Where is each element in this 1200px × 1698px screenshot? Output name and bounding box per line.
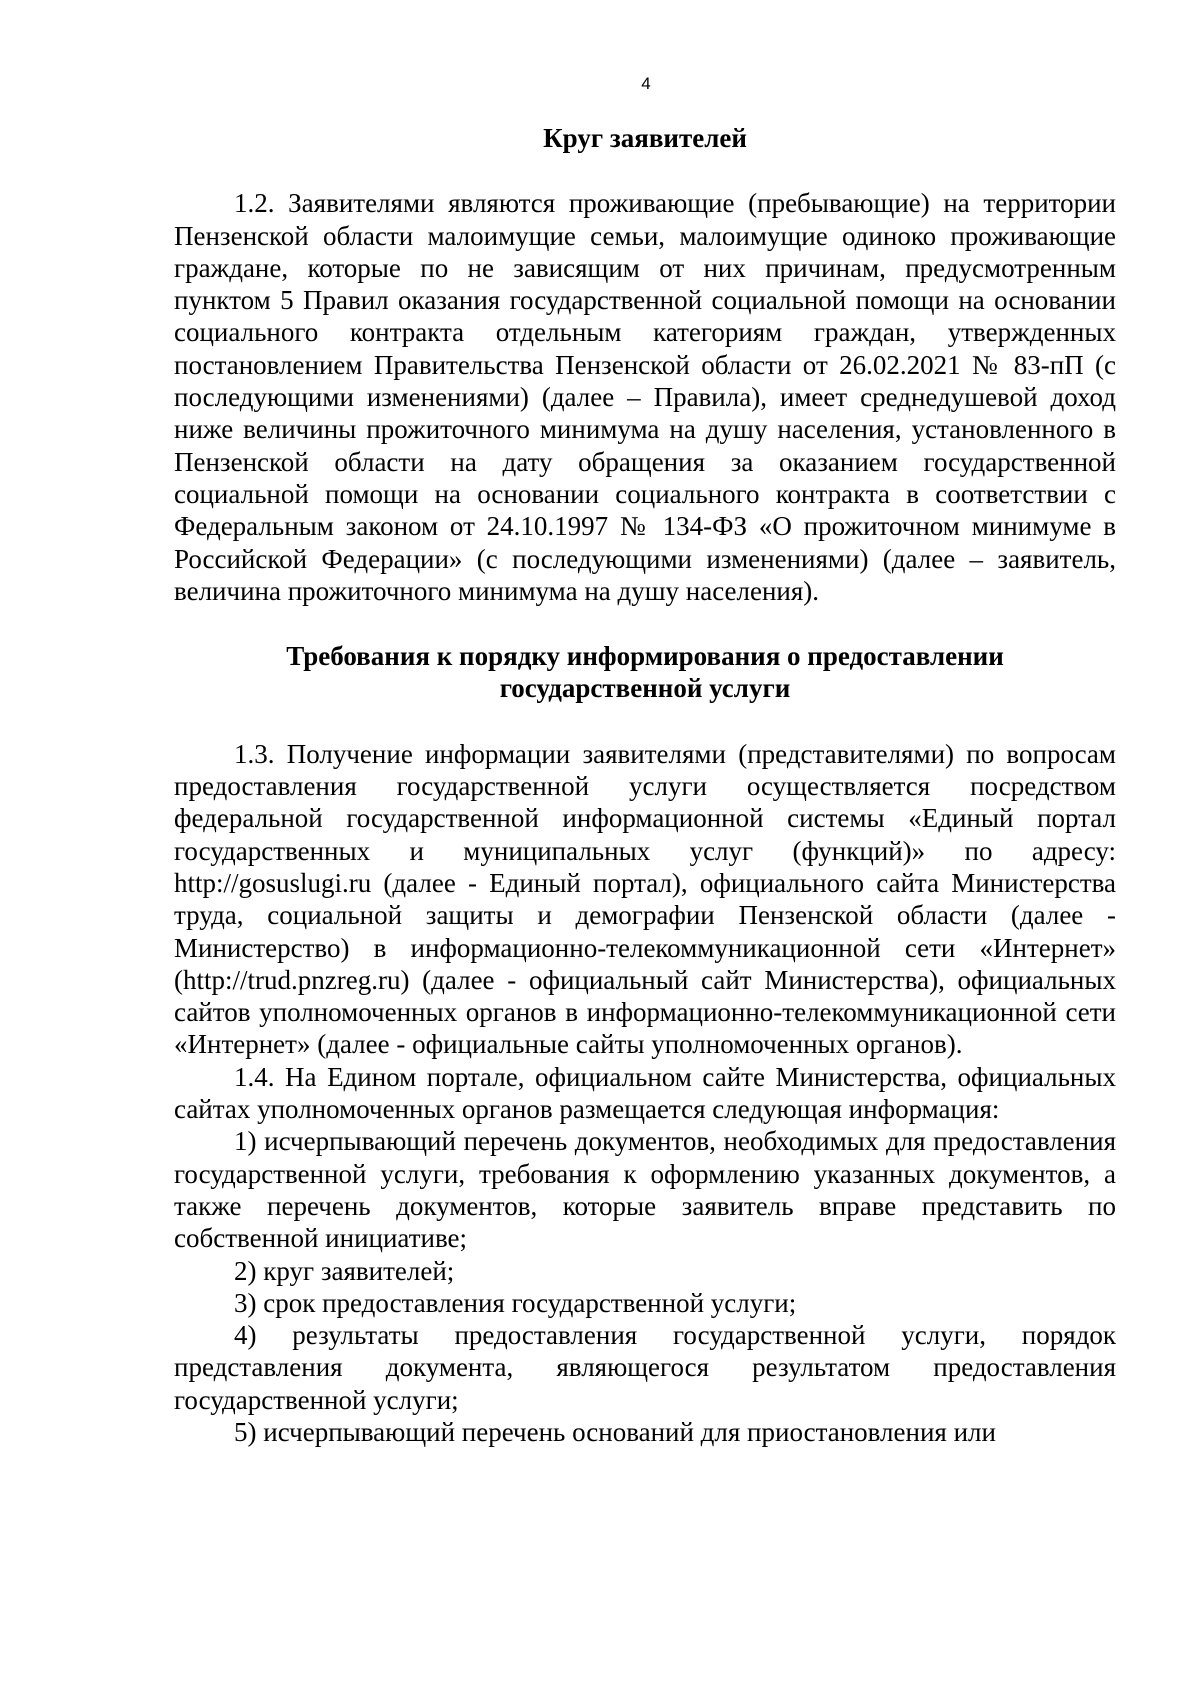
paragraph-1-2: 1.2. Заявителями являются проживающие (пребывающие) на территории Пензенской области малоимущие семьи, малоимущие одиноко проживающие граждане, которые по не зависящим от них причинам, предусмотренным пунктом 5 Правил оказания государственной социальной помощи на основании социального контракта отдельным категориям граждан, утвержденных постановлением Правительства Пензенской области от 26.02.2021 № 83-пП (с последующими изменениями) (далее – Правила), имеет среднедушевой доход ниже величины прожиточного минимума на душу населения, установленного в Пензенской области на дату обращения за оказанием государственной социальной помощи на основании социального контракта в соответствии с Федеральным законом от 24.10.1997 № 134-ФЗ «О прожиточном минимуме в Российской Федерации» (с последующими изменениями) (далее – заявитель, величина прожиточного минимума на душу населения). [174,188,1116,606]
list-item-2: 2) круг заявителей; [234,1255,455,1286]
list-item-4: 4) результаты предоставления государственной услуги, порядок представления документа, являющегося результатом предоставления государственной услуги; [174,1320,1116,1415]
document-body [174,122,1116,1448]
paragraph-1-3: 1.3. Получение информации заявителями (представителями) по вопросам предоставления государственной услуги осуществляется посредством федеральной государственной информационной системы «Единый портал государственных и муниципальных услуг (функций)» по адресу: http://gosuslugi.ru (далее - Единый портал), официального сайта Министерства труда, социальной защиты и демографии Пензенской области (далее - Министерство) в информационно-телекоммуникационной сети «Интернет» (http://trud.pnzreg.ru) (далее - официальный сайт Министерства), официальных сайтов уполномоченных органов в информационно-телекоммуникационной сети «Интернет» (далее - официальные сайты уполномоченных органов). [174,738,1116,1060]
section-heading-informing-line2: государственной услуги [499,673,791,704]
list-item-3: 3) срок предоставления государственной услуги; [234,1287,797,1318]
paragraph-1-4: 1.4. На Едином портале, официальном сайте Министерства, официальных сайтах уполномоченных органов размещается следующая информация: [174,1061,1116,1125]
page-number: 4 [641,74,651,93]
section-heading-informing-line1: Требования к порядку информирования о предоставлении [286,641,1004,672]
list-item-1: 1) исчерпывающий перечень документов, необходимых для предоставления государственной услуги, требования к оформлению указанных документов, а также перечень документов, которые заявитель вправе представить по собственной инициативе; [174,1126,1116,1254]
section-heading-applicants: Круг заявителей [543,123,747,153]
list-item-5: 5) исчерпывающий перечень оснований для приостановления или [234,1416,996,1447]
section-heading-informing [174,640,1116,705]
